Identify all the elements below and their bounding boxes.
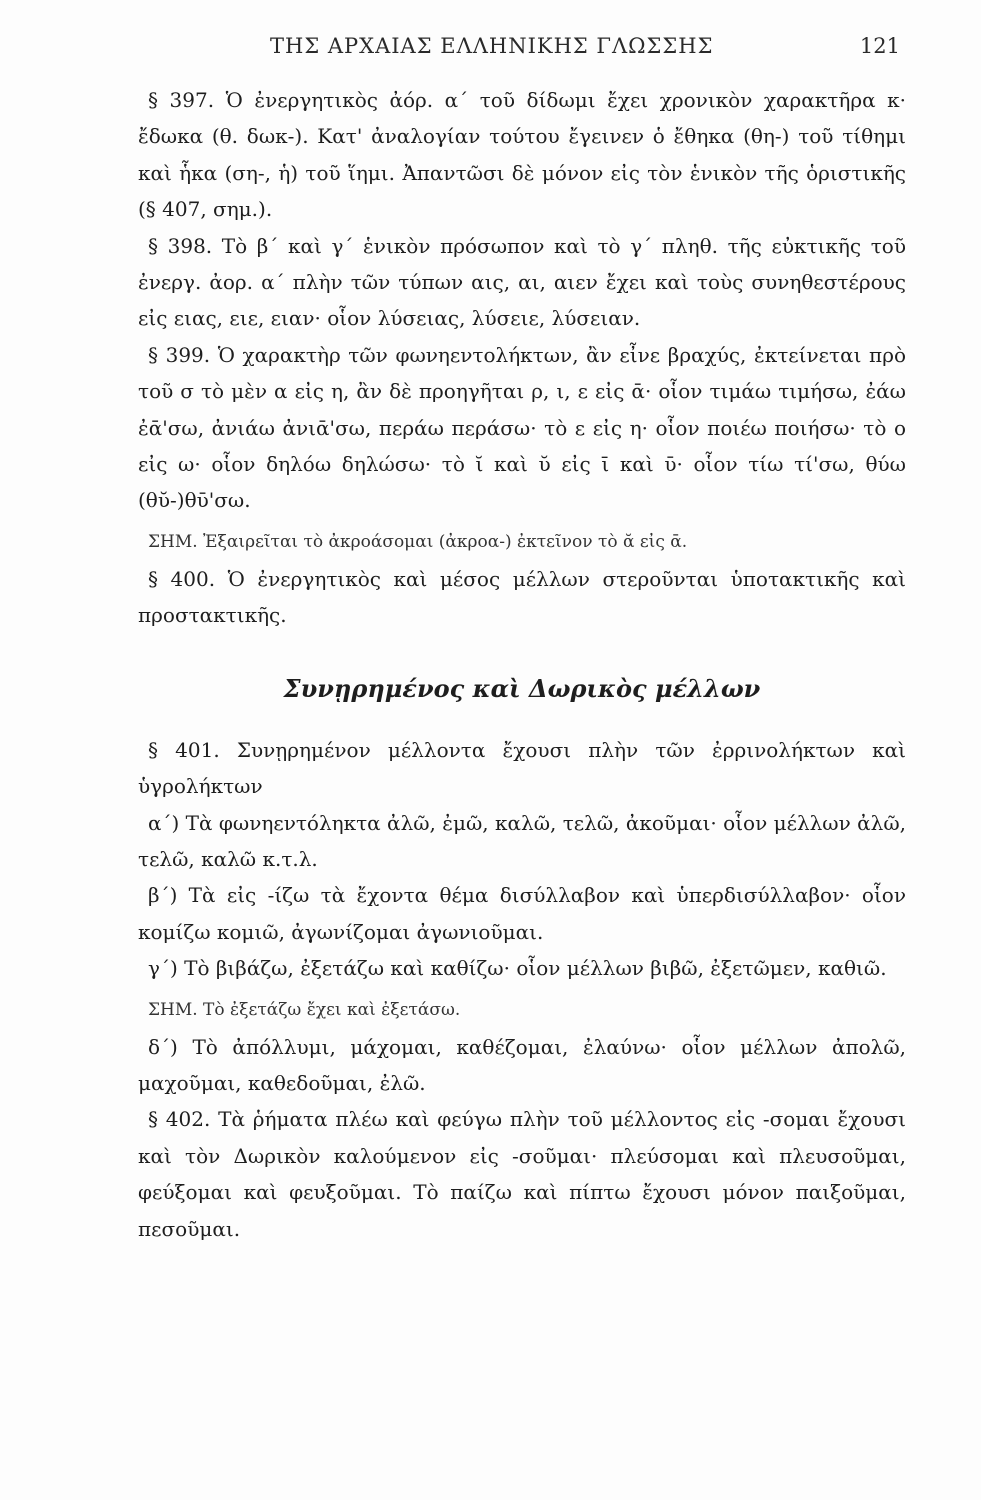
paragraph-398: § 398. Τὸ β΄ καὶ γ΄ ἑνικὸν πρόσωπον καὶ τὸ γ΄ πληθ. τῆς εὐκτικῆς τοῦ ἐνεργ. ἀορ. α΄ πλὴν τῶν τύπων αις, αι, αιεν ἔχει καὶ τοὺς συνηθεστέρους εἰς ειας, ειε, ειαν· οἷον λύσειας, λύσειε, λύσειαν. <box>138 233 906 331</box>
page-header <box>140 28 900 68</box>
section-heading: Συνῃρημένος καὶ Δωρικὸς μέλλων <box>283 673 761 703</box>
note-exetazo: ΣΗΜ. Τὸ ἐξετάζω ἔχει καὶ ἐξετάσω. <box>148 999 461 1020</box>
list-item-a: α΄) Τὰ φωνηεντόληκτα ἀλῶ, ἐμῶ, καλῶ, τελῶ, ἀκοῦμαι· οἷον μέλλων ἀλῶ, τελῶ, καλῶ κ.τ.λ. <box>138 810 906 871</box>
list-item-d: δ΄) Τὸ ἀπόλλυμι, μάχομαι, καθέζομαι, ἐλαύνω· οἷον μέλλων ἀπολῶ, μαχοῦμαι, καθεδοῦμαι, ἐλῶ. <box>138 1034 906 1095</box>
page-body <box>138 82 906 1247</box>
note-akroasomai: ΣΗΜ. Ἐξαιρεῖται τὸ ἀκροάσομαι (ἀκροα-) ἐκτεῖνον τὸ ᾰ εἰς ᾱ. <box>148 531 688 552</box>
paragraph-402: § 402. Τὰ ῥήματα πλέω καὶ φεύγω πλὴν τοῦ μέλλοντος εἰς -σομαι ἔχουσι καὶ τὸν Δωρικὸν καλούμενον εἰς -σοῦμαι· πλεύσομαι καὶ πλευσοῦμαι, φεύξομαι καὶ φευξοῦμαι. Τὸ παίζω καὶ πίπτω ἔχουσι μόνον παιξοῦμαι, πεσοῦμαι. <box>138 1107 906 1241</box>
page-number: 121 <box>859 34 900 58</box>
paragraph-399: § 399. Ὁ χαρακτὴρ τῶν φωνηεντολήκτων, ἂν εἶνε βραχύς, ἐκτείνεται πρὸ τοῦ σ τὸ μὲν α εἰς η, ἂν δὲ προηγῆται ρ, ι, ε εἰς ᾱ· οἷον τιμάω τιμήσω, ἐάω ἐᾱ'σω, ἀνιάω ἀνιᾱ'σω, περάω περάσω· τὸ ε εἰς η· οἷον ποιέω ποιήσω· τὸ ο εἰς ω· οἷον δηλόω δηλώσω· τὸ ῐ καὶ ῠ εἰς ῑ καὶ ῡ· οἷον τίω τί'σω, θύω (θῠ-)θῡ'σω. <box>138 342 906 513</box>
paragraph-397: § 397. Ὁ ἐνεργητικὸς ἀόρ. α΄ τοῦ δίδωμι ἔχει χρονικὸν χαρακτῆρα κ· ἔδωκα (θ. δωκ-). Κατ' ἀναλογίαν τούτου ἔγεινεν ὁ ἔθηκα (θη-) τοῦ τίθημι καὶ ἧκα (ση-, ἡ) τοῦ ἵημι. Ἀπαντῶσι δὲ μόνον εἰς τὸν ἑνικὸν τῆς ὁριστικῆς (§ 407, σημ.). <box>138 88 906 222</box>
list-item-c: γ΄) Τὸ βιβάζω, ἐξετάζω καὶ καθίζω· οἷον μέλλων βιβῶ, ἐξετῶμεν, καθιῶ. <box>148 956 887 981</box>
paragraph-400: § 400. Ὁ ἐνεργητικὸς καὶ μέσος μέλλων στεροῦνται ὑποτακτικῆς καὶ προστακτικῆς. <box>138 566 906 628</box>
paragraph-401: § 401. Συνῃρημένον μέλλοντα ἔχουσι πλὴν τῶν ἐρρινολήκτων καὶ ὑγρολήκτων <box>138 737 906 799</box>
running-title: ΤΗΣ ΑΡΧΑΙΑΣ ΕΛΛΗΝΙΚΗΣ ΓΛΩΣΣΗΣ <box>270 34 714 58</box>
list-item-b: β΄) Τὰ εἰς -ίζω τὰ ἔχοντα θέμα δισύλλαβον καὶ ὑπερδισύλλαβον· οἷον κομίζω κομιῶ, ἀγωνίζομαι ἀγωνιοῦμαι. <box>138 883 906 944</box>
